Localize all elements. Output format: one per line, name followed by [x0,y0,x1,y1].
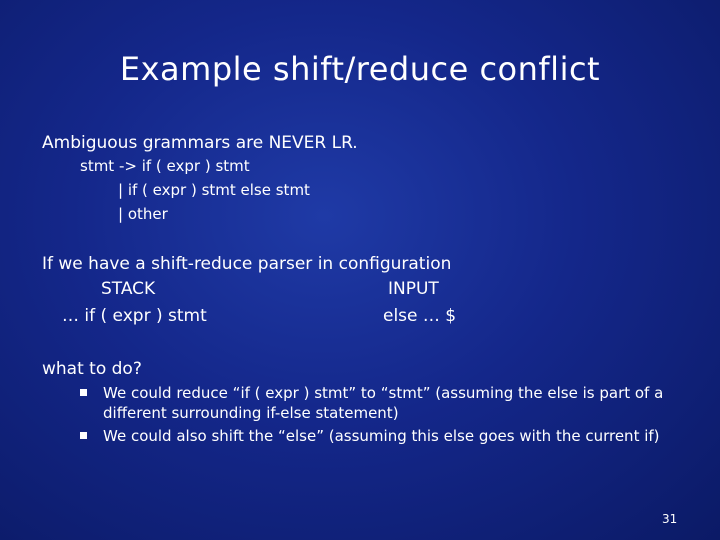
bullet-item: We could also shift the “else” (assuming this else goes with the current if) [103,427,660,445]
configuration-intro: If we have a shift-reduce parser in configuration [42,254,452,274]
stack-header: STACK [101,279,156,299]
intro-text: Ambiguous grammars are NEVER LR. [42,133,358,153]
stack-value: … if ( expr ) stmt [62,306,207,326]
grammar-rule-3: | other [118,205,168,223]
grammar-rule-1: stmt -> if ( expr ) stmt [80,157,250,175]
question-text: what to do? [42,359,142,379]
grammar-rule-2: | if ( expr ) stmt else stmt [118,181,310,199]
page-number: 31 [662,512,678,526]
bullet-square-icon [80,389,87,396]
bullet-square-icon [80,432,87,439]
bullet-item: We could reduce “if ( expr ) stmt” to “stmt” (assuming the else is part of a different surrounding if-else statement) [103,384,664,422]
input-value: else … $ [383,306,457,326]
slide-title: Example shift/reduce conflict [119,50,601,88]
input-header: INPUT [388,279,439,299]
